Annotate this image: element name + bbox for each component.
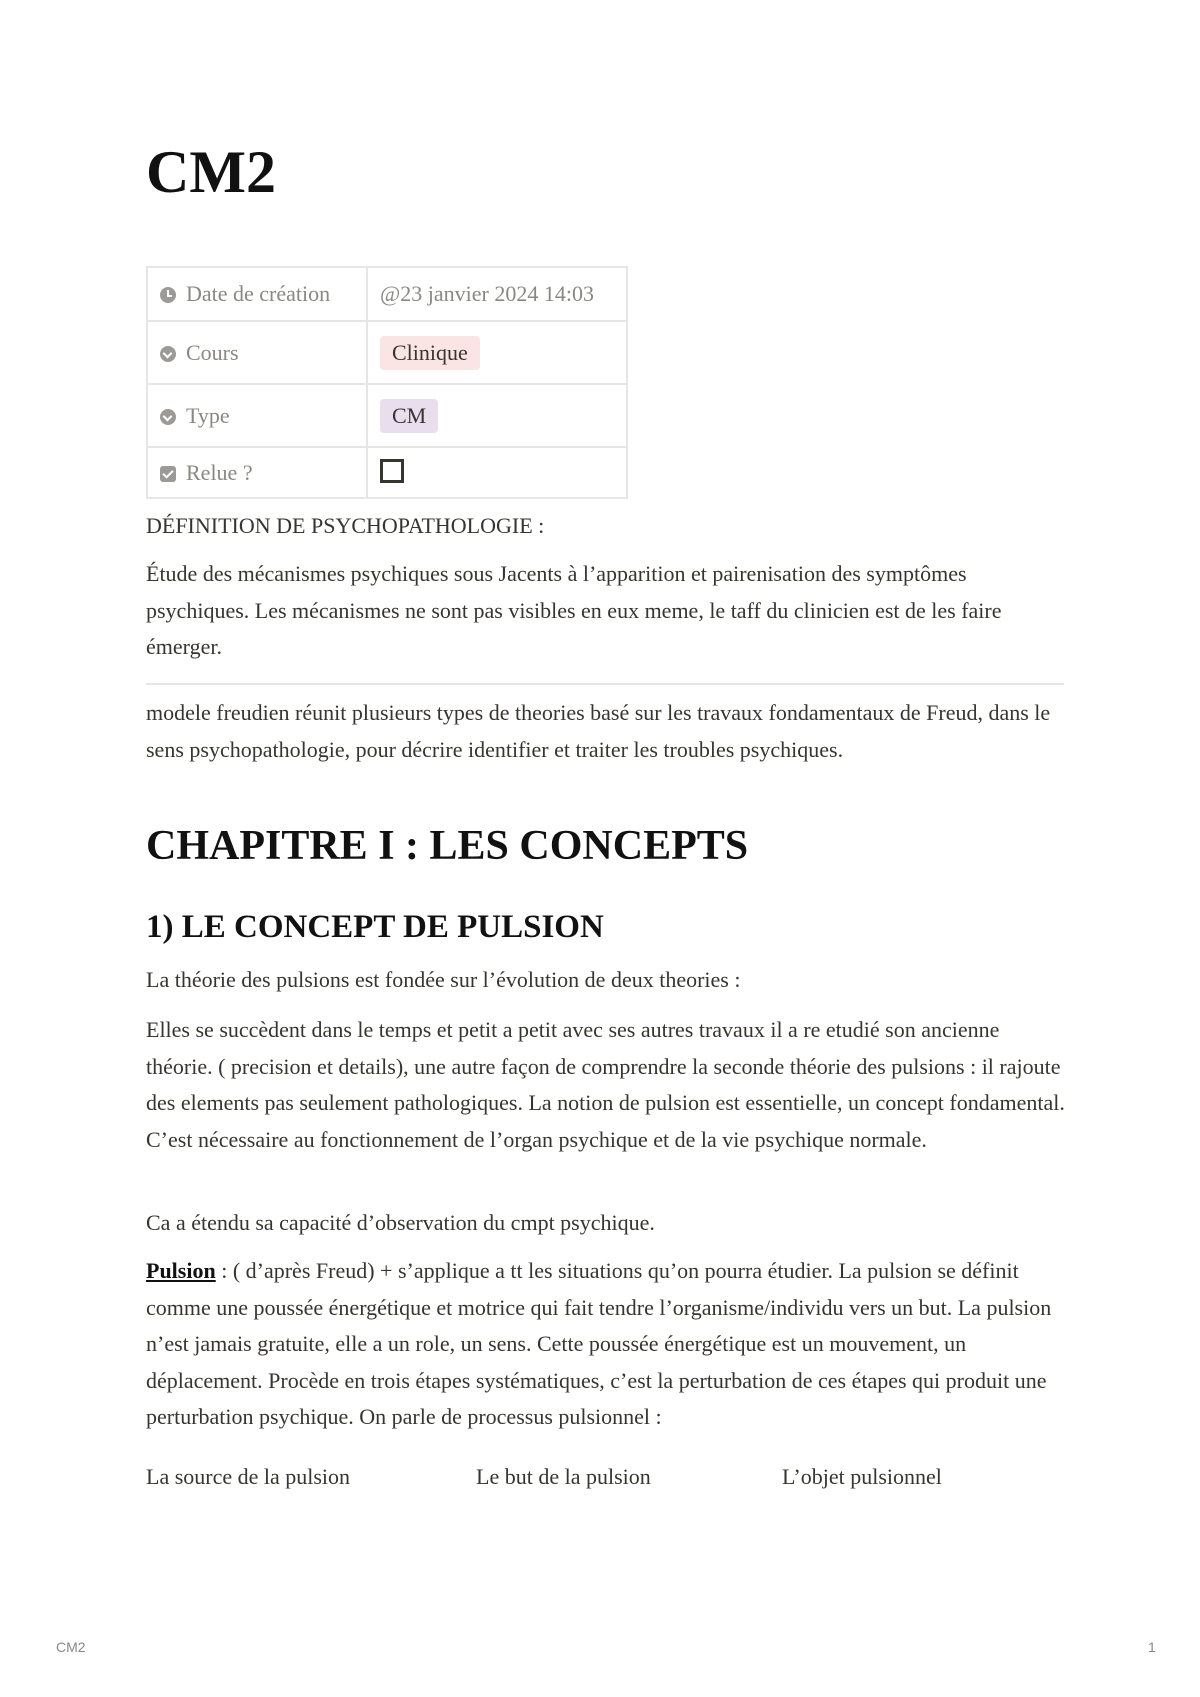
paragraph: La théorie des pulsions est fondée sur l’évolution de deux theories : <box>146 967 741 992</box>
clock-icon <box>160 287 176 303</box>
cours-tag: Clinique <box>380 336 480 370</box>
section-heading: 1) LE CONCEPT DE PULSION <box>146 909 604 945</box>
definition-heading: DÉFINITION DE PSYCHOPATHOLOGIE : <box>146 513 545 538</box>
property-label: Relue ? <box>186 459 253 485</box>
column-but: Le but de la pulsion <box>476 1464 651 1489</box>
property-label: Type <box>186 402 230 428</box>
property-key <box>147 384 367 447</box>
property-key <box>147 267 367 321</box>
pulsion-text: : ( d’après Freud) + s’applique a tt les situations qu’on pourra étudier. La pulsion se définit comme une poussée énergétique et motrice qui fait tendre l’organisme/individu vers un but. La pulsion n’est jamais gratuite, elle a un role, un sens. Cette poussée énergétique est un mouvement, un déplacement. Procède en trois étapes systématiques, c’est la perturbation de ces étapes qui produit une perturbation psychique. On parle de processus pulsionnel : <box>146 1258 1052 1429</box>
relue-checkbox[interactable] <box>380 459 404 483</box>
property-value <box>367 447 627 498</box>
footer-title: CM2 <box>56 1639 86 1655</box>
property-row-type <box>147 384 627 447</box>
pulsion-definition <box>146 1253 1066 1436</box>
properties-table <box>146 266 628 499</box>
property-value[interactable] <box>367 384 627 447</box>
property-row-cours <box>147 321 627 384</box>
property-key <box>147 447 367 498</box>
property-value[interactable] <box>367 267 627 321</box>
column-source: La source de la pulsion <box>146 1464 351 1489</box>
chapter-heading: CHAPITRE I : LES CONCEPTS <box>146 823 749 869</box>
checkbox-icon <box>160 466 176 482</box>
property-key <box>147 321 367 384</box>
property-label: Date de création <box>186 281 331 306</box>
paragraph: Elles se succèdent dans le temps et petit a petit avec ses autres travaux il a re etudié son ancienne théorie. ( precision et details), une autre façon de comprendre la seconde théorie des pulsions : il rajoute des elements pas seulement pathologiques. La notion de pulsion est essentielle, un concept fondamental. C’est nécessaire au fonctionnement de l’organ psychique et de la vie psychique normale. <box>146 1017 1065 1152</box>
column-objet: L’objet pulsionnel <box>782 1464 942 1489</box>
select-icon <box>160 409 176 425</box>
type-tag: CM <box>380 399 438 433</box>
property-label: Cours <box>186 339 239 365</box>
property-row-relue <box>147 447 627 498</box>
page-number: 1 <box>1148 1639 1156 1655</box>
paragraph: Ca a étendu sa capacité d’observation du cmpt psychique. <box>146 1210 655 1235</box>
pulsion-term: Pulsion <box>146 1258 216 1283</box>
definition-text: Étude des mécanismes psychiques sous Jacents à l’apparition et pairenisation des symptômes psychiques. Les mécanismes ne sont pas visibles en eux meme, le taff du clinicien est de les faire émerger. <box>146 561 1002 659</box>
freud-paragraph: modele freudien réunit plusieurs types de theories basé sur les travaux fondamentaux de Freud, dans le sens psychopathologie, pour décrire identifier et traiter les troubles psychiques. <box>146 700 1051 762</box>
property-value[interactable] <box>367 321 627 384</box>
divider <box>146 683 1064 685</box>
date-value: @23 janvier 2024 14:03 <box>380 281 594 306</box>
page-title: CM2 <box>146 139 276 205</box>
select-icon <box>160 346 176 362</box>
property-row-date <box>147 267 627 321</box>
